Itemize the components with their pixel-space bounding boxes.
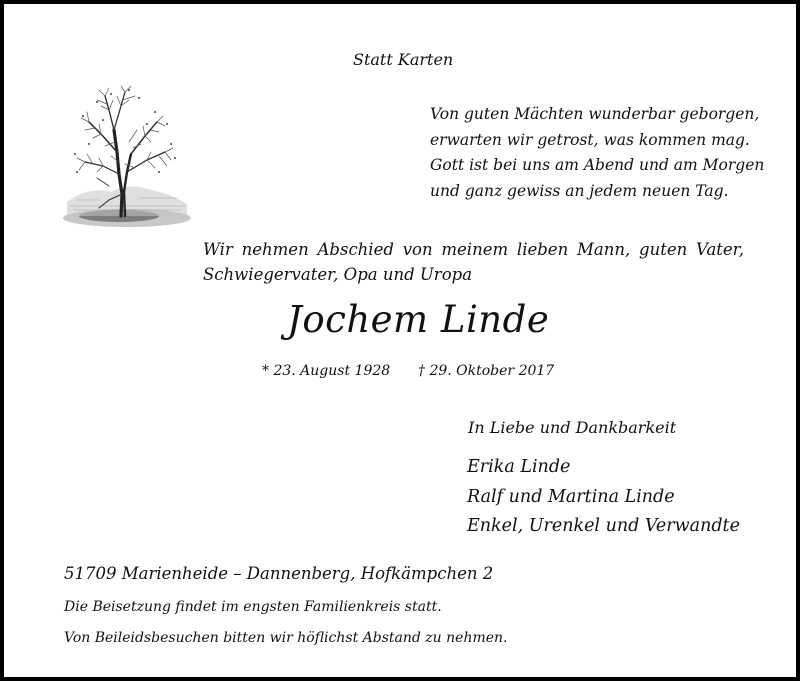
- thanks-text: In Liebe und Dankbarkeit: [468, 418, 677, 437]
- poem-line: erwarten wir getrost, was kommen mag.: [430, 130, 750, 149]
- intro-line: Wir nehmen Abschied von meinem lieben Mann, guten Vater,: [203, 240, 744, 259]
- poem-line: Gott ist bei uns am Abend und am Morgen: [430, 156, 765, 174]
- condolence-note: Von Beileidsbesuchen bitten wir höflichst Abstand zu nehmen.: [64, 630, 508, 646]
- poem-line: und ganz gewiss an jedem neuen Tag.: [430, 181, 729, 200]
- family-member: Ralf und Martina Linde: [467, 486, 675, 507]
- family-member: Erika Linde: [467, 457, 571, 477]
- header-text: Statt Karten: [353, 50, 454, 69]
- deceased-name: Jochem Linde: [287, 298, 550, 341]
- intro-text: [203, 237, 744, 287]
- address: 51709 Marienheide – Dannenberg, Hofkämpchen 2: [64, 564, 494, 583]
- family-member: Enkel, Urenkel und Verwandte: [467, 516, 740, 536]
- funeral-note: Die Beisetzung findet im engsten Familienkreis statt.: [64, 599, 442, 615]
- poem: [430, 102, 764, 204]
- poem-line: Von guten Mächten wunderbar geborgen,: [430, 105, 760, 123]
- family-list: [467, 453, 740, 542]
- birth-date: * 23. August 1928: [262, 363, 391, 379]
- tree-illustration: [59, 82, 194, 232]
- intro-line: Schwiegervater, Opa und Uropa: [203, 265, 473, 284]
- death-date: † 29. Oktober 2017: [418, 363, 555, 379]
